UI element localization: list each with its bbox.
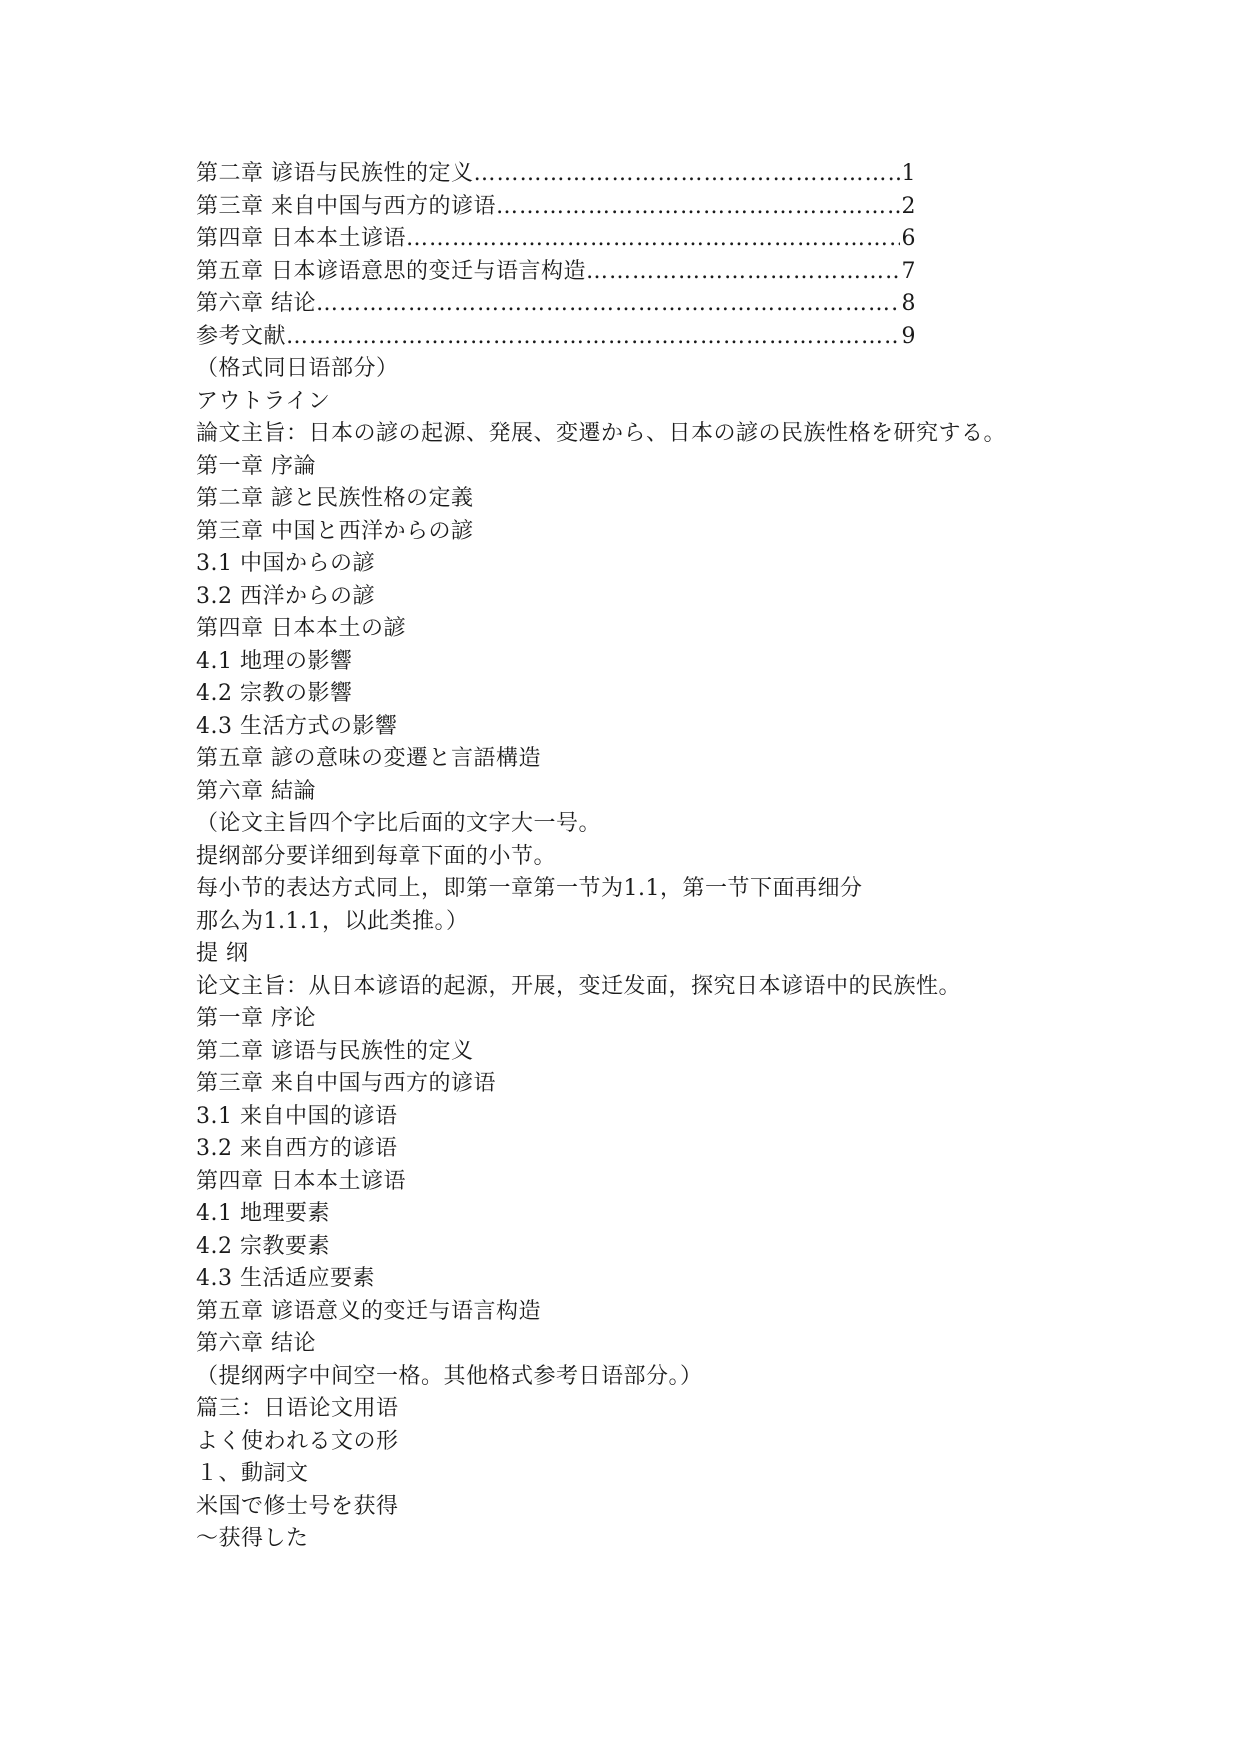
chapter-line: 第二章 谚语与民族性的定义 <box>196 1038 474 1064</box>
list-item: １、動詞文 <box>196 1461 309 1486</box>
instruction-note: 那么为1.1.1，以此类推。） <box>196 908 469 934</box>
toc-leader-dots <box>286 321 899 354</box>
toc-entry <box>196 321 916 354</box>
toc-leader-dots <box>586 256 900 289</box>
chapter-line: 第五章 谚语意义的变迁与语言构造 <box>196 1298 541 1324</box>
toc-entry <box>196 223 916 256</box>
subheading: よく使われる文の形 <box>196 1428 399 1454</box>
chapter-line: 第五章 諺の意味の変遷と言語構造 <box>196 746 541 771</box>
toc-entry <box>196 256 916 289</box>
table-of-contents <box>196 158 1066 353</box>
toc-entry-title: 第六章 结论 <box>196 291 316 316</box>
chapter-line: 第一章 序論 <box>196 453 316 479</box>
toc-entry-page: 9 <box>901 323 916 349</box>
toc-leader-dots <box>316 288 900 321</box>
section-line: 3.1 中国からの諺 <box>196 551 375 576</box>
section-line: 4.1 地理の影響 <box>196 648 353 674</box>
toc-leader-dots <box>474 158 900 191</box>
toc-entry <box>196 158 916 191</box>
section-line: 3.2 西洋からの諺 <box>196 583 375 609</box>
section-line: 3.1 来自中国的谚语 <box>196 1103 398 1129</box>
toc-entry-page: 7 <box>901 258 916 284</box>
toc-entry <box>196 191 916 224</box>
toc-entry-title: 第二章 谚语与民族性的定义 <box>196 161 474 186</box>
section-line: 4.2 宗教の影響 <box>196 681 353 706</box>
outline-heading-ja: アウトライン <box>196 388 331 414</box>
toc-leader-dots <box>496 191 900 224</box>
instruction-note: （论文主旨四个字比后面的文字大一号。 <box>196 811 602 836</box>
instruction-note: 每小节的表达方式同上，即第一章第一节为1.1，第一节下面再细分 <box>196 876 863 901</box>
toc-leader-dots <box>406 223 900 256</box>
part-heading: 篇三：日语论文用语 <box>196 1396 399 1421</box>
toc-entry-page: 6 <box>901 226 916 251</box>
section-line: 4.3 生活方式の影響 <box>196 713 398 739</box>
toc-entry-title: 参考文献 <box>196 323 287 349</box>
chapter-line: 第一章 序论 <box>196 1006 316 1031</box>
toc-entry-title: 第五章 日本谚语意思的变迁与语言构造 <box>196 258 586 284</box>
toc-entry-page: 8 <box>901 291 916 316</box>
chapter-line: 第六章 結論 <box>196 778 316 804</box>
chapter-line: 第三章 来自中国与西方的谚语 <box>196 1071 496 1096</box>
toc-entry-title: 第四章 日本本土谚语 <box>196 226 406 251</box>
toc-entry <box>196 288 916 321</box>
section-line: 3.2 来自西方的谚语 <box>196 1136 398 1161</box>
format-note: （格式同日语部分） <box>196 356 399 381</box>
section-line: 4.3 生活适应要素 <box>196 1266 375 1291</box>
chapter-line: 第六章 结论 <box>196 1331 316 1356</box>
chapter-line: 第四章 日本本土の諺 <box>196 616 406 641</box>
instruction-note: （提纲两字中间空一格。其他格式参考日语部分。） <box>196 1363 703 1389</box>
outline-heading-zh: 提 纲 <box>196 941 249 966</box>
thesis-purpose-zh: 论文主旨：从日本谚语的起源，开展，变迁发面，探究日本谚语中的民族性。 <box>196 973 962 999</box>
section-line: 4.1 地理要素 <box>196 1201 330 1226</box>
toc-entry-title: 第三章 来自中国与西方的谚语 <box>196 193 496 219</box>
example-sentence: ～获得した <box>196 1526 309 1551</box>
outline-text <box>196 353 1066 1556</box>
document-body <box>196 158 1066 1556</box>
example-sentence: 米国で修士号を获得 <box>196 1493 399 1519</box>
chapter-line: 第二章 諺と民族性格の定義 <box>196 486 474 511</box>
section-line: 4.2 宗教要素 <box>196 1233 330 1259</box>
toc-entry-page: 1 <box>901 161 916 186</box>
toc-entry-page: 2 <box>901 193 916 219</box>
thesis-purpose-ja: 論文主旨：日本の諺の起源、発展、変遷から、日本の諺の民族性格を研究する。 <box>196 421 1007 446</box>
instruction-note: 提纲部分要详细到每章下面的小节。 <box>196 843 557 869</box>
chapter-line: 第三章 中国と西洋からの諺 <box>196 518 474 544</box>
chapter-line: 第四章 日本本土谚语 <box>196 1168 406 1194</box>
